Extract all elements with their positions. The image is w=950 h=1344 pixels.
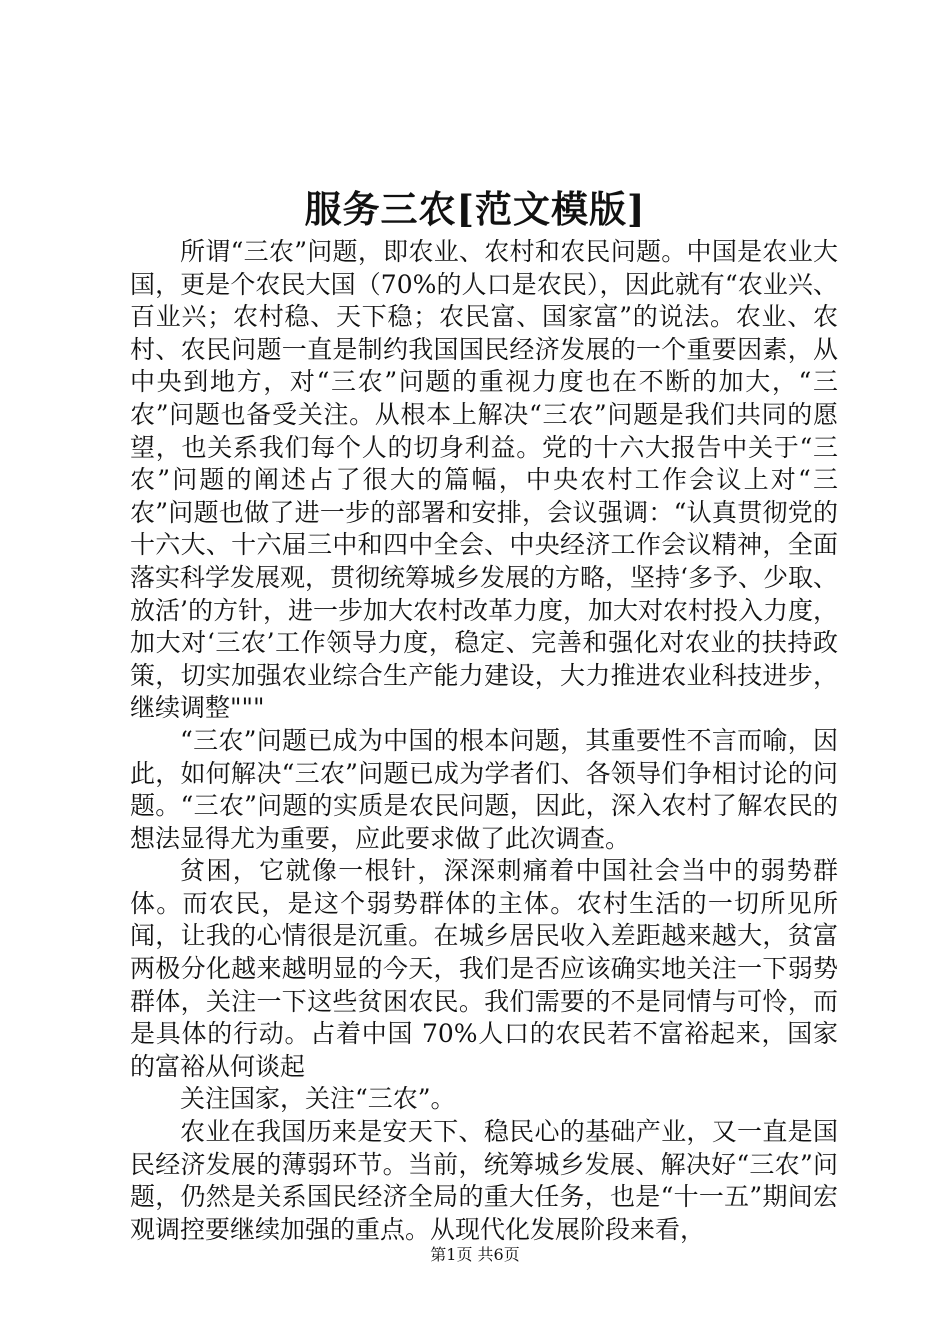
page-footer: 第1页 共6页 (430, 1245, 520, 1264)
document-body (130, 236, 838, 1246)
document-title: 服务三农[范文模版] (304, 187, 646, 231)
paragraph-2: “三农”问题已成为中国的根本问题，其重要性不言而喻，因此，如何解决“三农”问题已成为学者们、各领导们争相讨论的问题。“三农”问题的实质是农民问题，因此，深入农村了解农民的想法显得尤为重要，应此要求做了此次调查。 (130, 725, 838, 853)
paragraph-4: 关注国家，关注“三农”。 (180, 1084, 456, 1114)
paragraph-3: 贫困，它就像一根针，深深刺痛着中国社会当中的弱势群体。而农民，是这个弱势群体的主体。农村生活的一切所见所闻，让我的心情很是沉重。在城乡居民收入差距越来越大，贫富两极分化越来越明显的今天，我们是否应该确实地关注一下弱势群体，关注一下这些贫困农民。我们需要的不是同情与可怜，而是具体的行动。占着中国 70%人口的农民若不富裕起来，国家的富裕从何谈起 (130, 856, 838, 1081)
paragraph-5: 农业在我国历来是安天下、稳民心的基础产业，又一直是国民经济发展的薄弱环节。当前，统筹城乡发展、解决好“三农”问题，仍然是关系国民经济全局的重大任务，也是“十一五”期间宏观调控要继续加强的重点。从现代化发展阶段来看， (130, 1117, 838, 1244)
paragraph-1: 所谓“三农”问题，即农业、农村和农民问题。中国是农业大国，更是个农民大国（70%的人口是农民），因此就有“农业兴、百业兴；农村稳、天下稳；农民富、国家富”的说法。农业、农村、农民问题一直是制约我国国民经济发展的一个重要因素，从中央到地方，对“三农”问题的重视力度也在不断的加大，“三农”问题也备受关注。从根本上解决“三农”问题是我们共同的愿望，也关系我们每个人的切身利益。党的十六大报告中关于“三农”问题的阐述占了很大的篇幅，中央农村工作会议上对“三农”问题也做了进一步的部署和安排，会议强调：“认真贯彻党的十六大、十六届三中和四中全会、中央经济工作会议精神，全面落实科学发展观，贯彻统筹城乡发展的方略，坚持‘多予、少取、放活’的方针，进一步加大农村改革力度，加大对农村投入力度，加大对‘三农’工作领导力度，稳定、完善和强化对农业的扶持政策，切实加强农业综合生产能力建设，大力推进农业科技进步，继续调整""" (130, 237, 838, 723)
